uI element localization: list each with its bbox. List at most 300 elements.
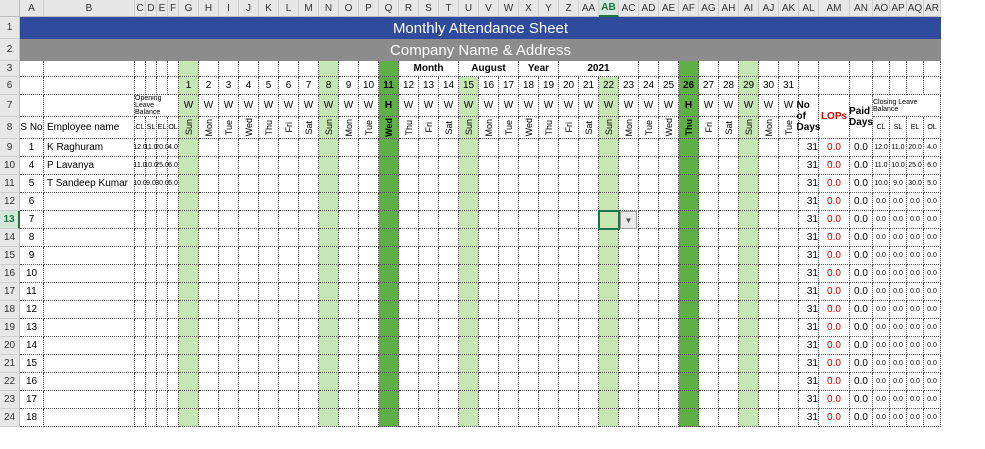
attendance-cell[interactable] bbox=[239, 337, 259, 355]
paid-days[interactable]: 0.0 bbox=[850, 283, 873, 301]
row-header-12[interactable]: 12 bbox=[0, 193, 20, 211]
opening-balance[interactable] bbox=[146, 391, 157, 409]
attendance-cell[interactable] bbox=[699, 373, 719, 391]
cell-r3[interactable] bbox=[179, 61, 199, 77]
cell-r6[interactable] bbox=[924, 77, 941, 95]
attendance-cell[interactable] bbox=[679, 391, 699, 409]
attendance-cell[interactable] bbox=[359, 211, 379, 229]
attendance-cell[interactable] bbox=[259, 175, 279, 193]
attendance-cell[interactable] bbox=[599, 319, 619, 337]
closing-balance[interactable]: 0.0 bbox=[907, 319, 924, 337]
column-header-f[interactable]: F bbox=[168, 0, 179, 17]
attendance-cell[interactable] bbox=[679, 355, 699, 373]
attendance-cell[interactable] bbox=[359, 301, 379, 319]
attendance-cell[interactable] bbox=[699, 301, 719, 319]
column-header-m[interactable]: M bbox=[299, 0, 319, 17]
attendance-cell[interactable] bbox=[539, 157, 559, 175]
attendance-cell[interactable] bbox=[559, 157, 579, 175]
sheet-title[interactable]: Monthly Attendance Sheet bbox=[20, 17, 941, 39]
row-header-17[interactable]: 17 bbox=[0, 283, 20, 301]
attendance-cell[interactable] bbox=[499, 247, 519, 265]
day-status[interactable]: W bbox=[359, 95, 379, 117]
attendance-cell[interactable] bbox=[639, 139, 659, 157]
attendance-cell[interactable] bbox=[639, 229, 659, 247]
attendance-cell[interactable] bbox=[639, 211, 659, 229]
attendance-cell[interactable] bbox=[199, 409, 219, 427]
column-header-ap[interactable]: AP bbox=[890, 0, 907, 17]
attendance-cell[interactable] bbox=[579, 373, 599, 391]
attendance-cell[interactable] bbox=[659, 175, 679, 193]
cell-r6[interactable] bbox=[20, 77, 44, 95]
attendance-cell[interactable] bbox=[299, 247, 319, 265]
attendance-cell[interactable] bbox=[719, 265, 739, 283]
no-of-days[interactable]: 31 bbox=[799, 175, 819, 193]
column-header-n[interactable]: N bbox=[319, 0, 339, 17]
attendance-cell[interactable] bbox=[679, 193, 699, 211]
attendance-cell[interactable] bbox=[739, 391, 759, 409]
attendance-cell[interactable] bbox=[499, 319, 519, 337]
attendance-cell[interactable] bbox=[439, 265, 459, 283]
attendance-cell[interactable] bbox=[339, 265, 359, 283]
attendance-cell[interactable] bbox=[179, 391, 199, 409]
attendance-cell[interactable] bbox=[759, 337, 779, 355]
attendance-cell[interactable] bbox=[459, 175, 479, 193]
attendance-cell[interactable] bbox=[479, 391, 499, 409]
attendance-cell[interactable] bbox=[279, 391, 299, 409]
attendance-cell[interactable] bbox=[199, 301, 219, 319]
column-header-k[interactable]: K bbox=[259, 0, 279, 17]
cell-r3[interactable] bbox=[799, 61, 819, 77]
attendance-cell[interactable] bbox=[319, 409, 339, 427]
closing-balance[interactable]: 0.0 bbox=[890, 319, 907, 337]
attendance-cell[interactable] bbox=[419, 229, 439, 247]
attendance-cell[interactable] bbox=[479, 229, 499, 247]
attendance-cell[interactable] bbox=[199, 157, 219, 175]
attendance-cell[interactable] bbox=[639, 157, 659, 175]
attendance-cell[interactable] bbox=[439, 157, 459, 175]
attendance-cell[interactable] bbox=[279, 409, 299, 427]
attendance-cell[interactable] bbox=[559, 355, 579, 373]
lop-value[interactable]: 0.0 bbox=[819, 373, 850, 391]
attendance-cell[interactable] bbox=[359, 373, 379, 391]
cell-r6[interactable] bbox=[907, 77, 924, 95]
attendance-cell[interactable] bbox=[379, 391, 399, 409]
attendance-cell[interactable] bbox=[739, 301, 759, 319]
cell-r3[interactable] bbox=[739, 61, 759, 77]
closing-balance[interactable]: 0.0 bbox=[907, 391, 924, 409]
attendance-cell[interactable] bbox=[679, 337, 699, 355]
employee-sno[interactable]: 8 bbox=[20, 229, 44, 247]
attendance-cell[interactable] bbox=[179, 139, 199, 157]
closing-balance[interactable]: 0.0 bbox=[873, 301, 890, 319]
attendance-cell[interactable] bbox=[759, 193, 779, 211]
closing-balance[interactable]: 0.0 bbox=[873, 409, 890, 427]
attendance-cell[interactable] bbox=[759, 355, 779, 373]
attendance-cell[interactable] bbox=[379, 247, 399, 265]
attendance-cell[interactable] bbox=[199, 175, 219, 193]
attendance-cell[interactable] bbox=[259, 301, 279, 319]
attendance-cell[interactable] bbox=[359, 337, 379, 355]
attendance-cell[interactable] bbox=[659, 373, 679, 391]
attendance-cell[interactable] bbox=[579, 337, 599, 355]
attendance-cell[interactable] bbox=[299, 229, 319, 247]
attendance-cell[interactable] bbox=[599, 391, 619, 409]
opening-balance[interactable] bbox=[157, 247, 168, 265]
opening-balance[interactable] bbox=[146, 409, 157, 427]
attendance-cell[interactable] bbox=[239, 211, 259, 229]
attendance-cell[interactable] bbox=[259, 193, 279, 211]
attendance-cell[interactable] bbox=[619, 391, 639, 409]
opening-balance[interactable] bbox=[157, 301, 168, 319]
attendance-cell[interactable] bbox=[459, 265, 479, 283]
employee-sno[interactable]: 17 bbox=[20, 391, 44, 409]
attendance-cell[interactable] bbox=[259, 337, 279, 355]
attendance-cell[interactable] bbox=[699, 157, 719, 175]
attendance-cell[interactable] bbox=[579, 409, 599, 427]
attendance-cell[interactable] bbox=[419, 355, 439, 373]
opening-balance[interactable] bbox=[168, 211, 179, 229]
column-header-ak[interactable]: AK bbox=[779, 0, 799, 17]
opening-balance[interactable] bbox=[135, 301, 146, 319]
paid-days[interactable]: 0.0 bbox=[850, 319, 873, 337]
attendance-cell[interactable] bbox=[339, 373, 359, 391]
lop-value[interactable]: 0.0 bbox=[819, 409, 850, 427]
attendance-cell[interactable] bbox=[319, 355, 339, 373]
employee-name[interactable] bbox=[44, 337, 135, 355]
attendance-cell[interactable] bbox=[759, 265, 779, 283]
employee-sno[interactable]: 12 bbox=[20, 301, 44, 319]
cell-r6[interactable] bbox=[157, 77, 168, 95]
attendance-cell[interactable] bbox=[219, 247, 239, 265]
attendance-cell[interactable] bbox=[339, 319, 359, 337]
employee-sno[interactable]: 13 bbox=[20, 319, 44, 337]
paid-days[interactable]: 0.0 bbox=[850, 175, 873, 193]
row-header-6[interactable]: 6 bbox=[0, 77, 20, 95]
opening-balance[interactable] bbox=[157, 265, 168, 283]
opening-balance[interactable] bbox=[146, 301, 157, 319]
opening-balance[interactable] bbox=[157, 319, 168, 337]
attendance-cell[interactable] bbox=[779, 391, 799, 409]
attendance-cell[interactable] bbox=[639, 409, 659, 427]
opening-balance[interactable] bbox=[157, 373, 168, 391]
attendance-cell[interactable] bbox=[519, 301, 539, 319]
attendance-cell[interactable] bbox=[359, 193, 379, 211]
row-header-9[interactable]: 9 bbox=[0, 139, 20, 157]
attendance-cell[interactable] bbox=[659, 301, 679, 319]
column-header-af[interactable]: AF bbox=[679, 0, 699, 17]
attendance-cell[interactable] bbox=[299, 355, 319, 373]
day-status[interactable]: W bbox=[339, 95, 359, 117]
no-of-days[interactable]: 31 bbox=[799, 139, 819, 157]
day-status[interactable]: W bbox=[439, 95, 459, 117]
column-header-l[interactable]: L bbox=[279, 0, 299, 17]
attendance-cell[interactable] bbox=[759, 319, 779, 337]
attendance-cell[interactable] bbox=[439, 355, 459, 373]
company-name-address[interactable]: Company Name & Address bbox=[20, 39, 941, 61]
employee-sno[interactable]: 15 bbox=[20, 355, 44, 373]
attendance-cell[interactable] bbox=[479, 157, 499, 175]
column-header-b[interactable]: B bbox=[44, 0, 135, 17]
attendance-cell[interactable] bbox=[399, 391, 419, 409]
cell-r3[interactable] bbox=[239, 61, 259, 77]
attendance-cell[interactable] bbox=[479, 265, 499, 283]
cell-r3[interactable] bbox=[319, 61, 339, 77]
day-status[interactable]: W bbox=[219, 95, 239, 117]
attendance-cell[interactable] bbox=[559, 319, 579, 337]
attendance-cell[interactable] bbox=[599, 157, 619, 175]
opening-balance[interactable] bbox=[146, 211, 157, 229]
opening-balance[interactable] bbox=[157, 193, 168, 211]
attendance-cell[interactable] bbox=[439, 139, 459, 157]
attendance-cell[interactable] bbox=[759, 211, 779, 229]
attendance-cell[interactable] bbox=[759, 301, 779, 319]
attendance-cell[interactable] bbox=[619, 175, 639, 193]
attendance-cell[interactable] bbox=[359, 157, 379, 175]
attendance-cell[interactable] bbox=[419, 337, 439, 355]
no-of-days[interactable]: 31 bbox=[799, 319, 819, 337]
cell-r3[interactable] bbox=[146, 61, 157, 77]
attendance-cell[interactable] bbox=[559, 409, 579, 427]
attendance-cell[interactable] bbox=[619, 229, 639, 247]
opening-balance[interactable] bbox=[168, 337, 179, 355]
no-of-days[interactable]: 31 bbox=[799, 337, 819, 355]
attendance-cell[interactable] bbox=[399, 175, 419, 193]
attendance-cell[interactable] bbox=[239, 409, 259, 427]
attendance-cell[interactable] bbox=[499, 229, 519, 247]
attendance-cell[interactable] bbox=[299, 409, 319, 427]
attendance-cell[interactable] bbox=[239, 157, 259, 175]
attendance-cell[interactable] bbox=[439, 409, 459, 427]
attendance-cell[interactable] bbox=[239, 229, 259, 247]
attendance-cell[interactable] bbox=[559, 283, 579, 301]
employee-sno[interactable]: 9 bbox=[20, 247, 44, 265]
attendance-cell[interactable] bbox=[499, 373, 519, 391]
attendance-cell[interactable] bbox=[379, 409, 399, 427]
attendance-cell[interactable] bbox=[599, 229, 619, 247]
attendance-cell[interactable] bbox=[739, 211, 759, 229]
attendance-cell[interactable] bbox=[379, 373, 399, 391]
attendance-cell[interactable] bbox=[779, 283, 799, 301]
attendance-cell[interactable] bbox=[559, 391, 579, 409]
cell-r3[interactable] bbox=[924, 61, 941, 77]
attendance-cell[interactable] bbox=[399, 283, 419, 301]
cell-r3[interactable] bbox=[907, 61, 924, 77]
attendance-cell[interactable] bbox=[499, 355, 519, 373]
attendance-cell[interactable] bbox=[759, 391, 779, 409]
column-header-ac[interactable]: AC bbox=[619, 0, 639, 17]
opening-balance[interactable] bbox=[157, 211, 168, 229]
attendance-cell[interactable] bbox=[279, 265, 299, 283]
attendance-cell[interactable] bbox=[439, 337, 459, 355]
attendance-cell[interactable] bbox=[659, 139, 679, 157]
attendance-cell[interactable] bbox=[479, 301, 499, 319]
attendance-cell[interactable] bbox=[719, 373, 739, 391]
attendance-cell[interactable] bbox=[179, 247, 199, 265]
attendance-cell[interactable] bbox=[719, 175, 739, 193]
paid-days[interactable]: 0.0 bbox=[850, 301, 873, 319]
attendance-cell[interactable] bbox=[239, 247, 259, 265]
column-header-d[interactable]: D bbox=[146, 0, 157, 17]
attendance-cell[interactable] bbox=[479, 175, 499, 193]
employee-name[interactable] bbox=[44, 247, 135, 265]
attendance-cell[interactable] bbox=[639, 247, 659, 265]
attendance-cell[interactable] bbox=[399, 319, 419, 337]
attendance-cell[interactable] bbox=[219, 229, 239, 247]
attendance-cell[interactable] bbox=[459, 391, 479, 409]
attendance-cell[interactable] bbox=[519, 337, 539, 355]
closing-balance[interactable]: 0.0 bbox=[924, 229, 941, 247]
opening-balance[interactable] bbox=[146, 319, 157, 337]
opening-balance[interactable] bbox=[135, 373, 146, 391]
closing-balance[interactable]: 0.0 bbox=[890, 247, 907, 265]
attendance-cell[interactable] bbox=[599, 265, 619, 283]
attendance-cell[interactable] bbox=[359, 139, 379, 157]
closing-balance[interactable]: 5.0 bbox=[924, 175, 941, 193]
attendance-cell[interactable] bbox=[299, 193, 319, 211]
paid-days[interactable]: 0.0 bbox=[850, 391, 873, 409]
attendance-cell[interactable] bbox=[519, 409, 539, 427]
opening-balance[interactable]: 20.0 bbox=[157, 139, 168, 157]
closing-balance[interactable]: 0.0 bbox=[873, 337, 890, 355]
employee-name[interactable]: K Raghuram bbox=[44, 139, 135, 157]
closing-balance[interactable]: 0.0 bbox=[890, 301, 907, 319]
attendance-cell[interactable] bbox=[319, 301, 339, 319]
attendance-cell[interactable] bbox=[319, 283, 339, 301]
row-header-11[interactable]: 11 bbox=[0, 175, 20, 193]
attendance-cell[interactable] bbox=[699, 265, 719, 283]
paid-days[interactable]: 0.0 bbox=[850, 247, 873, 265]
attendance-cell[interactable] bbox=[739, 337, 759, 355]
closing-balance[interactable]: 0.0 bbox=[907, 193, 924, 211]
employee-sno[interactable]: 1 bbox=[20, 139, 44, 157]
cell-r3[interactable] bbox=[819, 61, 850, 77]
attendance-cell[interactable] bbox=[559, 193, 579, 211]
attendance-cell[interactable] bbox=[699, 175, 719, 193]
attendance-cell[interactable] bbox=[219, 211, 239, 229]
attendance-cell[interactable] bbox=[299, 283, 319, 301]
closing-balance[interactable]: 0.0 bbox=[907, 211, 924, 229]
opening-balance[interactable]: 25.0 bbox=[157, 157, 168, 175]
attendance-cell[interactable] bbox=[699, 211, 719, 229]
employee-name[interactable] bbox=[44, 193, 135, 211]
attendance-cell[interactable] bbox=[579, 157, 599, 175]
attendance-cell[interactable] bbox=[539, 265, 559, 283]
attendance-cell[interactable] bbox=[179, 265, 199, 283]
closing-balance[interactable]: 0.0 bbox=[890, 409, 907, 427]
opening-balance[interactable] bbox=[168, 319, 179, 337]
attendance-cell[interactable] bbox=[539, 175, 559, 193]
day-status[interactable]: W bbox=[579, 95, 599, 117]
attendance-cell[interactable] bbox=[699, 193, 719, 211]
attendance-cell[interactable] bbox=[739, 157, 759, 175]
attendance-cell[interactable] bbox=[479, 211, 499, 229]
day-status[interactable]: W bbox=[499, 95, 519, 117]
employee-name[interactable] bbox=[44, 373, 135, 391]
attendance-cell[interactable] bbox=[579, 211, 599, 229]
attendance-cell[interactable] bbox=[459, 319, 479, 337]
lop-value[interactable]: 0.0 bbox=[819, 355, 850, 373]
attendance-cell[interactable] bbox=[739, 409, 759, 427]
attendance-cell[interactable] bbox=[319, 337, 339, 355]
closing-balance[interactable]: 0.0 bbox=[890, 355, 907, 373]
attendance-cell[interactable] bbox=[559, 301, 579, 319]
employee-name[interactable] bbox=[44, 301, 135, 319]
attendance-cell[interactable] bbox=[679, 247, 699, 265]
employee-name[interactable]: P Lavanya bbox=[44, 157, 135, 175]
attendance-cell[interactable] bbox=[299, 373, 319, 391]
attendance-cell[interactable] bbox=[239, 319, 259, 337]
attendance-cell[interactable] bbox=[599, 355, 619, 373]
lop-value[interactable]: 0.0 bbox=[819, 337, 850, 355]
attendance-cell[interactable] bbox=[419, 319, 439, 337]
attendance-cell[interactable] bbox=[539, 301, 559, 319]
closing-balance[interactable]: 25.0 bbox=[907, 157, 924, 175]
closing-balance[interactable]: 0.0 bbox=[873, 373, 890, 391]
no-of-days[interactable]: 31 bbox=[799, 229, 819, 247]
opening-balance[interactable] bbox=[135, 283, 146, 301]
attendance-cell[interactable] bbox=[399, 211, 419, 229]
closing-balance[interactable]: 0.0 bbox=[873, 265, 890, 283]
cell-r6[interactable] bbox=[146, 77, 157, 95]
attendance-cell[interactable] bbox=[259, 391, 279, 409]
row-header-13[interactable]: 13 bbox=[0, 211, 20, 229]
attendance-cell[interactable] bbox=[519, 391, 539, 409]
employee-sno[interactable]: 4 bbox=[20, 157, 44, 175]
attendance-cell[interactable] bbox=[659, 265, 679, 283]
closing-balance[interactable]: 0.0 bbox=[907, 229, 924, 247]
attendance-cell[interactable] bbox=[399, 265, 419, 283]
attendance-cell[interactable] bbox=[239, 355, 259, 373]
attendance-cell[interactable] bbox=[559, 265, 579, 283]
attendance-cell[interactable] bbox=[459, 229, 479, 247]
attendance-cell[interactable] bbox=[459, 157, 479, 175]
attendance-cell[interactable] bbox=[439, 229, 459, 247]
attendance-cell[interactable] bbox=[679, 265, 699, 283]
attendance-cell[interactable] bbox=[219, 301, 239, 319]
cell-r3[interactable] bbox=[199, 61, 219, 77]
closing-balance[interactable]: 0.0 bbox=[924, 247, 941, 265]
cell-r6[interactable] bbox=[135, 77, 146, 95]
attendance-cell[interactable] bbox=[499, 139, 519, 157]
attendance-cell[interactable] bbox=[679, 211, 699, 229]
column-header-ar[interactable]: AR bbox=[924, 0, 941, 17]
attendance-cell[interactable] bbox=[619, 319, 639, 337]
opening-balance[interactable] bbox=[146, 283, 157, 301]
opening-balance[interactable] bbox=[157, 337, 168, 355]
cell-r3[interactable] bbox=[759, 61, 779, 77]
attendance-cell[interactable] bbox=[299, 157, 319, 175]
closing-balance[interactable]: 0.0 bbox=[890, 283, 907, 301]
attendance-cell[interactable] bbox=[319, 139, 339, 157]
attendance-cell[interactable] bbox=[339, 139, 359, 157]
attendance-cell[interactable] bbox=[759, 229, 779, 247]
attendance-cell[interactable] bbox=[679, 319, 699, 337]
attendance-cell[interactable] bbox=[579, 175, 599, 193]
attendance-cell[interactable] bbox=[279, 283, 299, 301]
attendance-cell[interactable] bbox=[679, 175, 699, 193]
closing-balance[interactable]: 0.0 bbox=[873, 247, 890, 265]
attendance-cell[interactable] bbox=[539, 355, 559, 373]
attendance-cell[interactable] bbox=[659, 229, 679, 247]
attendance-cell[interactable] bbox=[359, 265, 379, 283]
cell-r6[interactable] bbox=[890, 77, 907, 95]
attendance-cell[interactable] bbox=[199, 193, 219, 211]
attendance-cell[interactable] bbox=[619, 193, 639, 211]
attendance-cell[interactable] bbox=[219, 265, 239, 283]
attendance-cell[interactable] bbox=[179, 175, 199, 193]
attendance-cell[interactable] bbox=[519, 247, 539, 265]
closing-balance[interactable]: 0.0 bbox=[873, 211, 890, 229]
